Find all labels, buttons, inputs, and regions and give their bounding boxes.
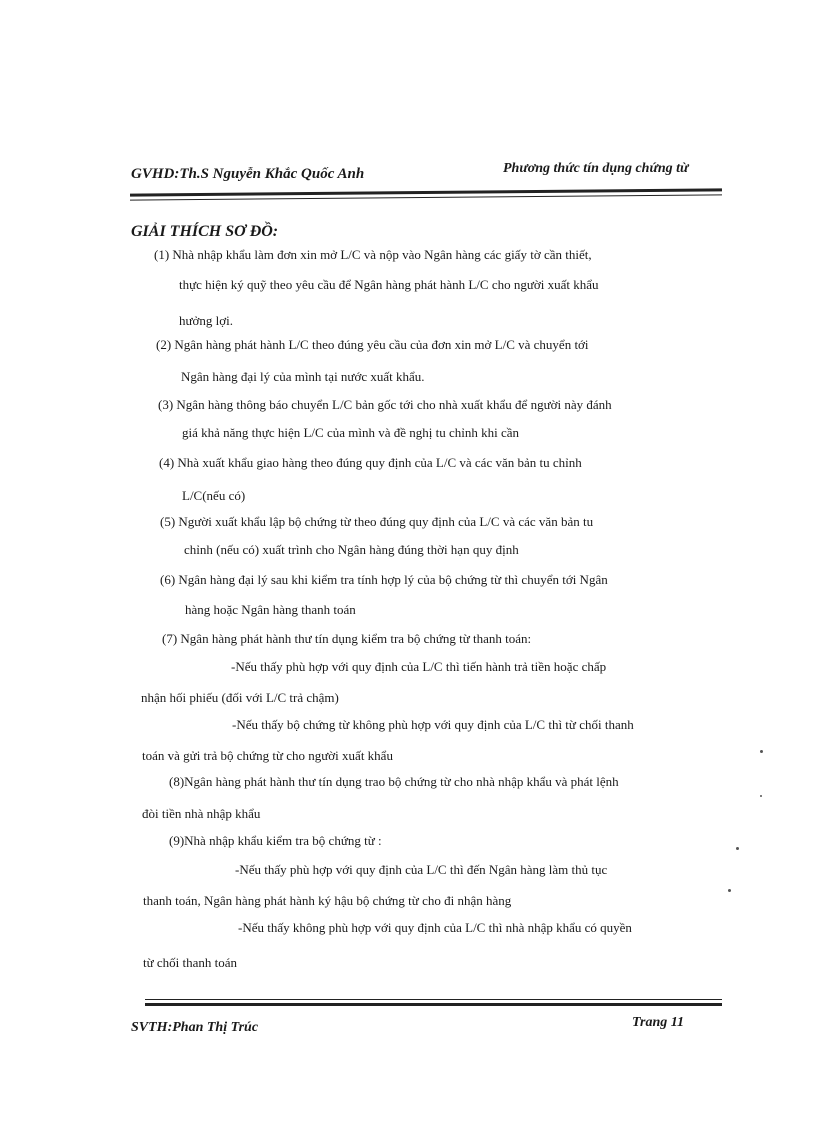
footer-rule-thick: [145, 1003, 722, 1006]
header-instructor: GVHD:Th.S Nguyễn Khắc Quốc Anh: [131, 166, 365, 182]
scan-speck: [760, 750, 763, 753]
line-18: toán và gửi trả bộ chứng từ cho người xuất khẩu: [142, 748, 393, 763]
line-16: nhận hối phiếu (đối với L/C trả chậm): [141, 690, 339, 705]
line-8: (4) Nhà xuất khẩu giao hàng theo đúng quy định của L/C và các văn bản tu chỉnh: [159, 455, 582, 470]
line-6: (3) Ngân hàng thông báo chuyển L/C bản gốc tới cho nhà xuất khẩu để người này đánh: [158, 397, 612, 412]
line-4: (2) Ngân hàng phát hành L/C theo đúng yêu cầu của đơn xin mở L/C và chuyển tới: [156, 337, 589, 352]
line-22: -Nếu thấy phù hợp với quy định của L/C thì đến Ngân hàng làm thủ tục: [235, 862, 608, 877]
line-1: (1) Nhà nhập khẩu làm đơn xin mở L/C và nộp vào Ngân hàng các giấy tờ cần thiết,: [154, 247, 592, 262]
line-17: -Nếu thấy bộ chứng từ không phù hợp với quy định của L/C thì từ chối thanh: [232, 717, 634, 732]
line-21: (9)Nhà nhập khẩu kiểm tra bộ chứng từ :: [169, 833, 382, 848]
scan-speck: [760, 795, 762, 797]
line-14: (7) Ngân hàng phát hành thư tín dụng kiểm tra bộ chứng từ thanh toán:: [162, 631, 532, 646]
line-13: hàng hoặc Ngân hàng thanh toán: [185, 602, 356, 617]
line-11: chỉnh (nếu có) xuất trình cho Ngân hàng đúng thời hạn quy định: [184, 542, 519, 557]
footer-student: SVTH:Phan Thị Trúc: [131, 1020, 259, 1035]
scan-speck: [736, 847, 739, 850]
footer-rule-thin: [145, 999, 722, 1000]
line-19: (8)Ngân hàng phát hành thư tín dụng trao bộ chứng từ cho nhà nhập khẩu và phát lệnh: [169, 774, 619, 789]
line-20: đòi tiền nhà nhập khẩu: [142, 806, 261, 821]
line-25: từ chối thanh toán: [143, 955, 238, 970]
header-document-title: Phương thức tín dụng chứng từ: [503, 161, 689, 176]
line-10: (5) Người xuất khẩu lập bộ chứng từ theo đúng quy định của L/C và các văn bản tu: [160, 514, 594, 529]
line-24: -Nếu thấy không phù hợp với quy định của L/C thì nhà nhập khẩu có quyền: [238, 920, 632, 935]
line-15: -Nếu thấy phù hợp với quy định của L/C thì tiến hành trả tiền hoặc chấp: [231, 659, 607, 674]
line-12: (6) Ngân hàng đại lý sau khi kiểm tra tính hợp lý của bộ chứng từ thì chuyển tới Ngân: [160, 572, 608, 587]
line-9: L/C(nếu có): [182, 488, 246, 503]
line-5: Ngân hàng đại lý của mình tại nước xuất khẩu.: [181, 369, 425, 384]
line-3: hưởng lợi.: [179, 313, 234, 328]
line-7: giá khả năng thực hiện L/C của mình và đề nghị tu chỉnh khi cần: [182, 425, 520, 440]
line-2: thực hiện ký quỹ theo yêu cầu để Ngân hàng phát hành L/C cho người xuất khẩu: [179, 277, 599, 292]
line-23: thanh toán, Ngân hàng phát hành ký hậu bộ chứng từ cho đi nhận hàng: [143, 893, 512, 908]
footer-page-number: Trang 11: [632, 1015, 684, 1030]
section-title: GIẢI THÍCH SƠ ĐỒ:: [131, 223, 279, 240]
scan-speck: [728, 889, 731, 892]
